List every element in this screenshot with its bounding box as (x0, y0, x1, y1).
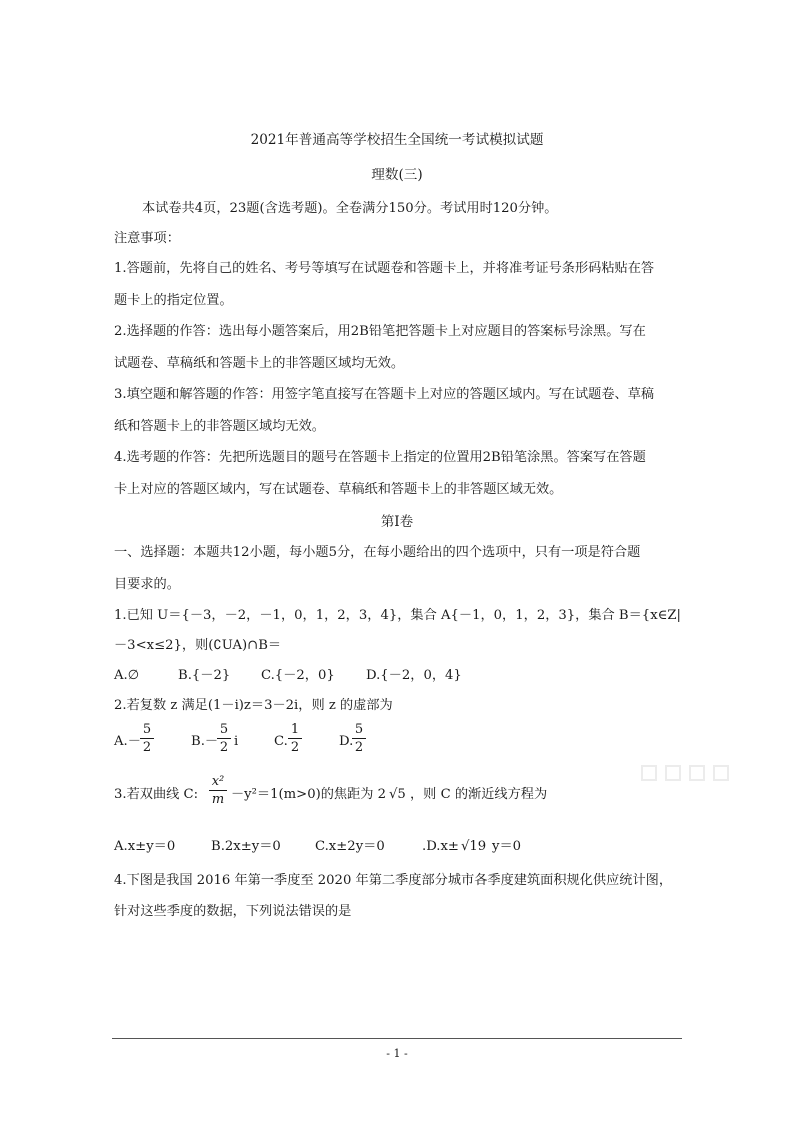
q3-sqrt: √5 (389, 787, 406, 802)
q3-denominator: m (211, 792, 225, 807)
q3-numerator: x² (211, 774, 225, 789)
q2-a-denominator: 2 (142, 740, 152, 755)
notice-1-line-2: 题卡上的指定位置。 (114, 293, 233, 308)
q2-c-denominator: 2 (290, 740, 300, 755)
q3-option-d-sqrt: √19 (461, 839, 487, 854)
volume-heading: 第Ⅰ卷 (380, 514, 414, 530)
q2-c-numerator: 1 (290, 722, 300, 737)
q1-option-a: A.∅ (114, 668, 140, 683)
q3-option-d-prefix: .D.x± (422, 839, 459, 854)
q3-option-d-radicand: 19 (469, 839, 487, 854)
notice-heading: 注意事项： (114, 231, 180, 246)
q2-option-a-label: A.－ (114, 734, 141, 749)
intro-text: 本试卷共4页，23题(含选考题)。全卷满分150分。考试用时120分钟。 (142, 201, 558, 216)
q1-line-1: 1.已知 U＝{－3，－2，－1，0，1，2，3，4}，集合 A{－1，0，1，2，3}，集合 B＝{x∈Z| (114, 608, 682, 623)
section-heading-line-1: 一、选择题：本题共12小题，每小题5分，在每小题给出的四个选项中，只有一项是符合题 (114, 545, 641, 560)
q4-line-2: 针对这些季度的数据，下列说法错误的是 (114, 904, 352, 919)
section-heading-line-2: 目要求的。 (114, 577, 180, 592)
notice-3-line-2: 纸和答题卡上的非答题区域均无效。 (114, 419, 325, 434)
q2-stem: 2.若复数 z 满足(1－i)z＝3－2i，则 z 的虚部为 (114, 698, 393, 713)
q3-fraction (209, 774, 227, 807)
q2-a-numerator: 5 (142, 722, 152, 737)
q2-b-denominator: 2 (219, 740, 229, 755)
q1-option-d: D.{－2，0，4} (366, 668, 462, 683)
q2-option-b-label: B.－ (191, 734, 219, 749)
q2-option-b-fraction (217, 722, 231, 755)
q2-b-numerator: 5 (219, 722, 229, 737)
q2-option-c-fraction (288, 722, 302, 755)
q3-prefix: 3.若双曲线 C: (114, 787, 199, 802)
q3-option-b: B.2x±y＝0 (211, 839, 281, 854)
watermark (640, 762, 730, 789)
exam-subtitle: 理数(三) (371, 167, 423, 183)
q2-d-denominator: 2 (354, 740, 364, 755)
q2-option-b-suffix: i (234, 734, 239, 749)
q3-option-d-suffix: y＝0 (492, 839, 522, 854)
notice-2-line-2: 试题卷、草稿纸和答题卡上的非答题区域均无效。 (114, 356, 405, 371)
notice-4-line-1: 4.选考题的作答：先把所选题目的题号在答题卡上指定的位置用2B铅笔涂黑。答案写在答题 (114, 450, 646, 465)
exam-title: 2021年普通高等学校招生全国统一考试模拟试题 (250, 132, 544, 148)
q1-option-b: B.{－2} (178, 668, 231, 683)
q3-option-c: C.x±2y＝0 (315, 839, 385, 854)
q2-option-d-fraction (352, 722, 366, 755)
notice-1-line-1: 1.答题前，先将自己的姓名、考号等填写在试题卷和答题卡上，并将准考证号条形码粘贴在答 (114, 261, 655, 276)
q4-line-1: 4.下图是我国 2016 年第一季度至 2020 年第二季度部分城市各季度建筑面积规化供应统计图， (114, 873, 673, 888)
q2-option-d-label: D. (339, 734, 354, 749)
q3-option-a: A.x±y＝0 (114, 839, 176, 854)
q2-option-a-fraction (140, 722, 154, 755)
q3-suffix: ，则 C 的渐近线方程为 (410, 787, 548, 802)
q3-radicand: 5 (397, 787, 406, 802)
q2-d-numerator: 5 (354, 722, 364, 737)
notice-3-line-1: 3.填空题和解答题的作答：用签字笔直接写在答题卡上对应的答题区域内。写在试题卷、草稿 (114, 387, 655, 402)
q2-option-c-label: C. (274, 734, 288, 749)
notice-4-line-2: 卡上对应的答题区域内，写在试题卷、草稿纸和答题卡上的非答题区域无效。 (114, 482, 563, 497)
page-number: - 1 - (386, 1047, 408, 1060)
q1-option-c: C.{－2，0} (261, 668, 335, 683)
q1-line-2: －3<x≤2}，则(∁UA)∩B＝ (114, 638, 282, 653)
q3-middle: －y²＝1(m>0)的焦距为 2 (231, 787, 387, 802)
notice-2-line-1: 2.选择题的作答：选出每小题答案后，用2B铅笔把答题卡上对应题目的答案标号涂黑。写在 (114, 324, 646, 339)
footer-rule (112, 1038, 682, 1039)
